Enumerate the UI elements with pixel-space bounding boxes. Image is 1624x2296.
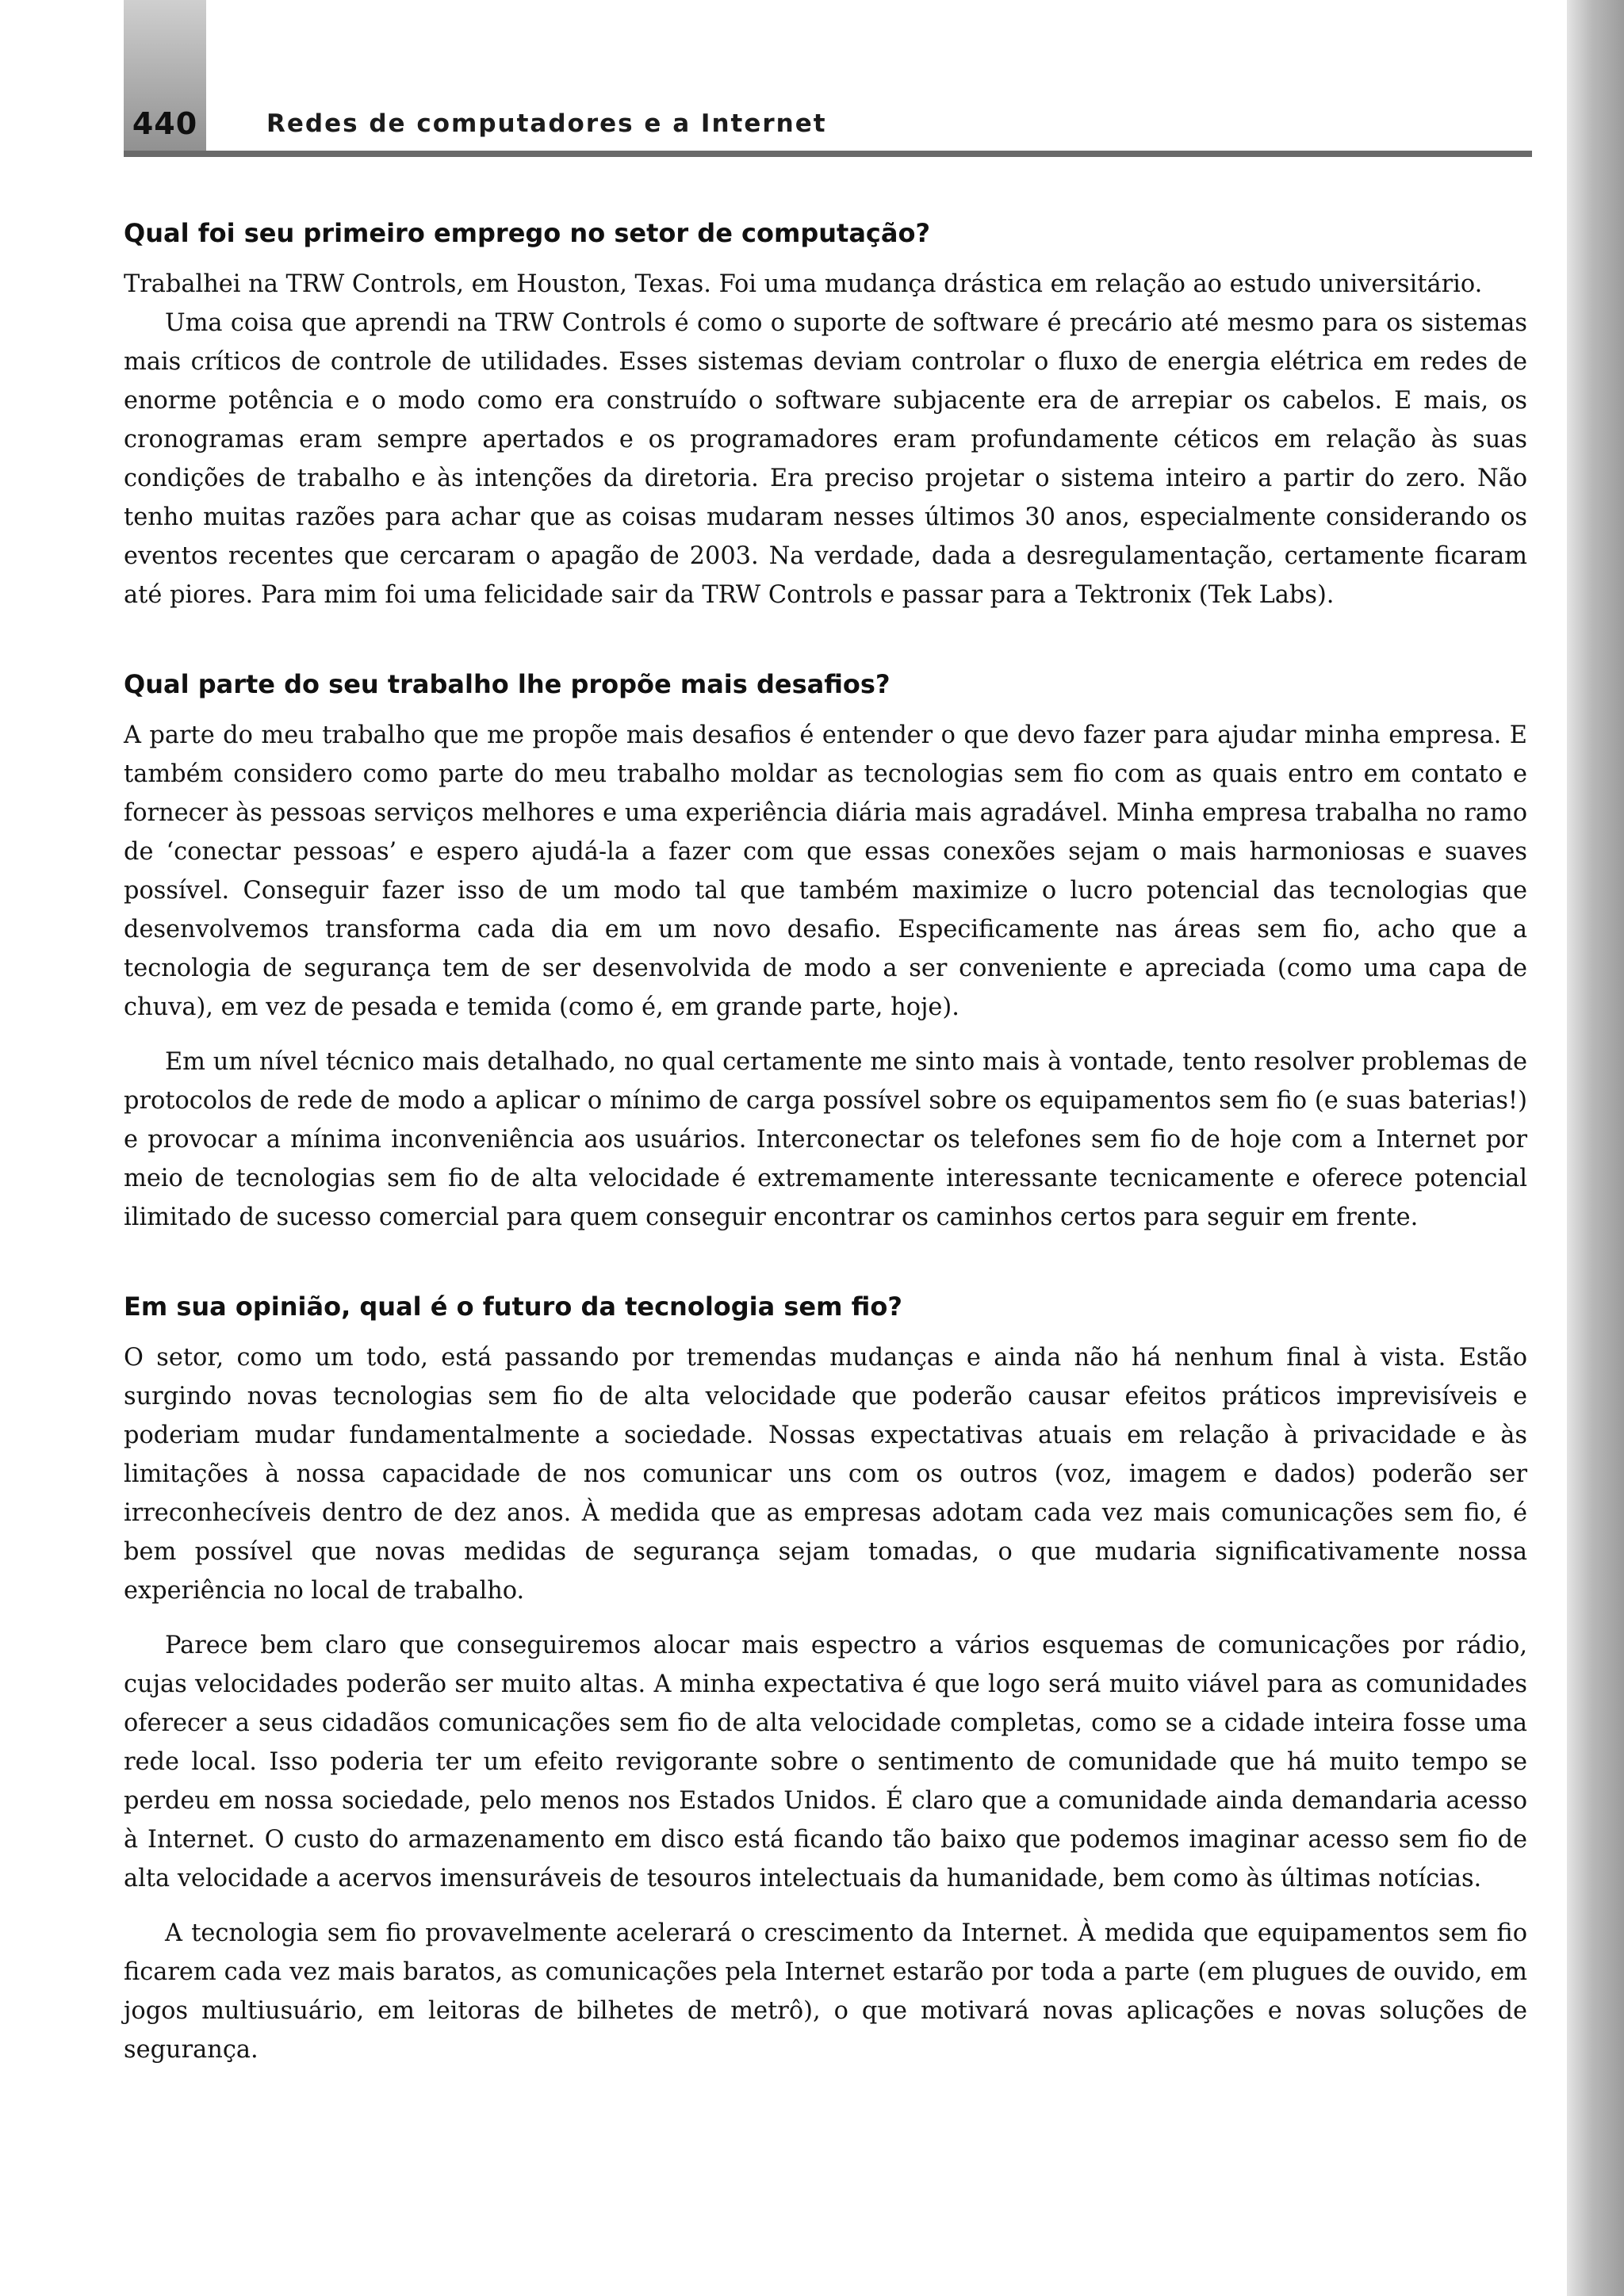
- section-paragraph: Trabalhei na TRW Controls, em Houston, Texas. Foi uma mudança drástica em relação ao estudo universitário.: [124, 270, 1483, 298]
- page-number: 440: [132, 106, 198, 141]
- section-paragraph: A tecnologia sem fio provavelmente acelerará o crescimento da Internet. À medida que equipamentos sem fio ficarem cada vez mais baratos, as comunicações pela Internet estarão por toda a parte (em plugues de ouvido, em jogos multiusuário, em leitoras de bilhetes de metrô), o que motivará novas aplicações e novas soluções de segurança.: [124, 1919, 1527, 2064]
- page-body: [124, 216, 1527, 2122]
- running-header-title: Redes de computadores e a Internet: [266, 109, 827, 138]
- section-paragraph: Parece bem claro que conseguiremos alocar mais espectro a vários esquemas de comunicações por rádio, cujas velocidades poderão ser muito altas. A minha expectativa é que logo será muito viável para as comunidades oferecer a seus cidadãos comunicações sem fio de alta velocidade completas, como se a cidade inteira fosse uma rede local. Isso poderia ter um efeito revigorante sobre o sentimento de comunidade que há muito tempo se perdeu em nossa sociedade, pelo menos nos Estados Unidos. É claro que a comunidade ainda demandaria acesso à Internet. O custo do armazenamento em disco está ficando tão baixo que podemos imaginar acesso sem fio de alta velocidade a acervos imensuráveis de tesouros intelectuais da humanidade, bem como às últimas notícias.: [124, 1632, 1527, 1892]
- section-paragraph: Em um nível técnico mais detalhado, no qual certamente me sinto mais à vontade, tento resolver problemas de protocolos de rede de modo a aplicar o mínimo de carga possível sobre os equipamentos sem fio (e suas baterias!) e provocar a mínima inconveniência aos usuários. Interconectar os telefones sem fio de hoje com a Internet por meio de tecnologias sem fio de alta velocidade é extremamente interessante tecnicamente e oferece potencial ilimitado de sucesso comercial para quem conseguir encontrar os caminhos certos para seguir em frente.: [124, 1048, 1527, 1231]
- section-first-job: [124, 216, 1527, 614]
- page-edge-shadow: [1567, 0, 1624, 2296]
- section-question: Qual parte do seu trabalho lhe propõe mais desafios?: [124, 669, 891, 699]
- section-job-challenges: [124, 667, 1527, 1237]
- section-question: Qual foi seu primeiro emprego no setor de computação?: [124, 218, 931, 248]
- section-paragraph: O setor, como um todo, está passando por tremendas mudanças e ainda não há nenhum final à vista. Estão surgindo novas tecnologias sem fio de alta velocidade que poderão causar efeitos práticos imprevisíveis e poderiam mudar fundamentalmente a sociedade. Nossas expectativas atuais em relação à privacidade e às limitações à nossa capacidade de nos comunicar uns com os outros (voz, imagem e dados) poderão ser irreconhecíveis dentro de dez anos. À medida que as empresas adotam cada vez mais comunicações sem fio, é bem possível que novas medidas de segurança sejam tomadas, o que mudaria significativamente nossa experiência no local de trabalho.: [124, 1344, 1527, 1605]
- section-question: Em sua opinião, qual é o futuro da tecnologia sem fio?: [124, 1292, 902, 1322]
- section-wireless-future: [124, 1289, 1527, 2069]
- header-rule: [124, 151, 1532, 157]
- section-paragraph: A parte do meu trabalho que me propõe mais desafios é entender o que devo fazer para ajudar minha empresa. E também considero como parte do meu trabalho moldar as tecnologias sem fio com as quais entro em contato e fornecer às pessoas serviços melhores e uma experiência diária mais agradável. Minha empresa trabalha no ramo de ‘conectar pessoas’ e espero ajudá-la a fazer com que essas conexões sejam o mais harmoniosas e suaves possível. Conseguir fazer isso de um modo tal que também maximize o lucro potencial das tecnologias que desenvolvemos transforma cada dia em um novo desafio. Especificamente nas áreas sem fio, acho que a tecnologia de segurança tem de ser desenvolvida de modo a ser conveniente e apreciada (como uma capa de chuva), em vez de pesada e temida (como é, em grande parte, hoje).: [124, 721, 1527, 1021]
- section-paragraph: Uma coisa que aprendi na TRW Controls é como o suporte de software é precário até mesmo para os sistemas mais críticos de controle de utilidades. Esses sistemas deviam controlar o fluxo de energia elétrica em redes de enorme potência e o modo como era construído o software subjacente era de arrepiar os cabelos. E mais, os cronogramas eram sempre apertados e os programadores eram profundamente céticos em relação às suas condições de trabalho e às intenções da diretoria. Era preciso projetar o sistema inteiro a partir do zero. Não tenho muitas razões para achar que as coisas mudaram nesses últimos 30 anos, especialmente considerando os eventos recentes que cercaram o apagão de 2003. Na verdade, dada a desregulamentação, certamente ficaram até piores. Para mim foi uma felicidade sair da TRW Controls e passar para a Tektronix (Tek Labs).: [124, 309, 1527, 609]
